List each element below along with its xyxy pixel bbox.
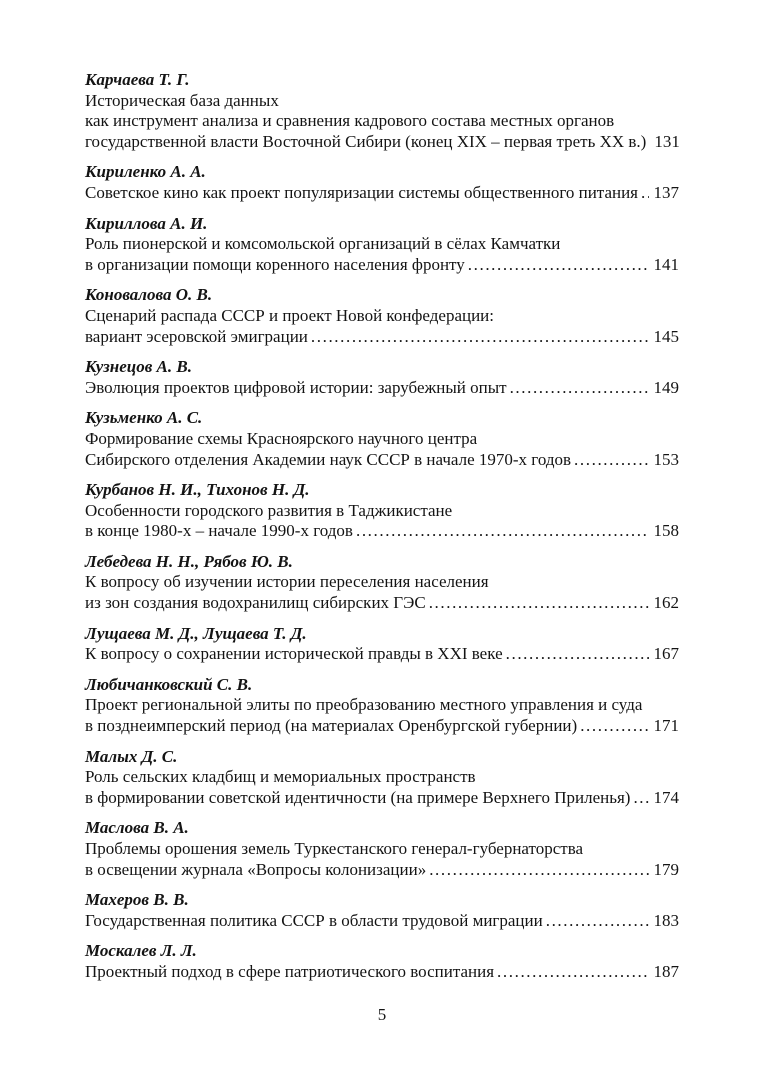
entry-title-line: Проблемы орошения земель Туркестанского генерал-губернаторства [85, 839, 584, 858]
footer-page-number: 5 [377, 1005, 387, 1024]
entry-title-lastline [85, 450, 679, 471]
entry-title-line: вариант эсеровской эмиграции [85, 326, 308, 346]
toc-list [85, 70, 679, 993]
entry-authors [85, 214, 679, 235]
entry-title-lastline [85, 593, 679, 614]
dot-leader [429, 860, 648, 881]
entry-authors [85, 285, 679, 306]
dot-leader [311, 327, 649, 348]
entry-title-line: Роль пионерской и комсомольской организаций в сёлах Камчатки [85, 234, 561, 254]
author-name: Лущаева Т. Д. [202, 623, 307, 643]
entry-authors: Курбанов Н. И., Тихонов Н. Д. [85, 480, 310, 500]
entry-authors [85, 941, 679, 962]
author-name: Лущаева М. Д. [85, 623, 195, 643]
entry-authors [85, 408, 679, 429]
dot-leader [580, 716, 648, 737]
author-name: Малых Д. С. [85, 746, 178, 766]
entry-authors [85, 357, 679, 378]
dot-leader [633, 788, 648, 809]
author-name: Кузнецов А. В. [85, 357, 192, 377]
toc-entry [85, 624, 679, 665]
entry-page-number: 174 [653, 787, 679, 807]
entry-page-number: 158 [653, 521, 679, 541]
author-name: Кириллова А. И. [85, 213, 208, 233]
entry-title-lastline [85, 716, 679, 737]
entry-authors [85, 818, 679, 839]
entry-page-number: 131 [654, 131, 680, 151]
entry-title-lastline [85, 644, 679, 665]
entry-title-line: в организации помощи коренного населения фронту [85, 254, 465, 274]
entry-title-lastline [85, 788, 679, 809]
entry-page-number: 183 [653, 910, 679, 930]
dot-leader [506, 644, 649, 665]
author-name: Карчаева Т. Г. [85, 70, 190, 89]
author-name: Маслова В. А. [85, 818, 189, 838]
entry-authors [85, 162, 679, 183]
entry-title-lastline [85, 860, 679, 881]
entry-title-lastline [85, 327, 679, 348]
entry-title-lastline [85, 521, 679, 542]
toc-entry [85, 552, 679, 614]
author-name: Махеров В. В. [85, 890, 189, 910]
author-name: Кириленко А. А. [85, 162, 206, 182]
entry-title-line: Советское кино как проект популяризации системы общественного питания [85, 182, 639, 202]
toc-entry [85, 941, 679, 982]
entry-title-line: Роль сельских кладбищ и мемориальных пространств [85, 767, 476, 787]
toc-entry [85, 285, 679, 347]
entry-authors [85, 675, 679, 696]
dot-leader [356, 521, 649, 542]
author-name: Тихонов Н. Д. [206, 480, 310, 500]
entry-authors [85, 890, 679, 911]
toc-entry [85, 818, 679, 880]
entry-title-line: Проект региональной элиты по преобразованию местного управления и суда [85, 695, 643, 715]
entry-title-line: из зон создания водохранилищ сибирских ГЭС [85, 593, 426, 613]
entry-page-number: 187 [653, 961, 679, 981]
entry-title-line: Историческая база данных [85, 90, 279, 110]
entry-page-number: 137 [653, 182, 679, 202]
author-name: Рябов Ю. В. [203, 551, 293, 571]
entry-page-number: 145 [653, 326, 679, 346]
entry-authors [85, 70, 679, 91]
author-name: Коновалова О. В. [85, 285, 213, 305]
toc-entry [85, 675, 679, 737]
entry-title-line: в формировании советской идентичности (на примере Верхнего Приленья) [85, 787, 631, 807]
entry-title-line: в позднеимперский период (на материалах Оренбургской губернии) [85, 716, 578, 736]
entry-title-line: Сценарий распада СССР и проект Новой конфедерации: [85, 305, 495, 325]
toc-entry [85, 357, 679, 398]
entry-title-lastline [85, 911, 679, 932]
toc-entry [85, 890, 679, 931]
entry-title-line: в освещении журнала «Вопросы колонизации» [85, 859, 427, 879]
dot-leader [429, 593, 649, 614]
dot-leader [468, 255, 649, 276]
author-name: Москалев Л. Л. [85, 941, 197, 961]
author-name: Лебедева Н. Н. [85, 551, 195, 571]
entry-title-lastline [85, 255, 679, 276]
toc-entry [85, 480, 679, 542]
entry-authors: Лебедева Н. Н., Рябов Ю. В. [85, 551, 293, 571]
dot-leader [497, 962, 648, 983]
toc-entry [85, 408, 679, 470]
entry-page-number: 167 [653, 644, 679, 664]
entry-page-number: 141 [653, 254, 679, 274]
entry-page-number: 179 [653, 859, 679, 879]
entry-authors [85, 747, 679, 768]
entry-authors: Лущаева М. Д., Лущаева Т. Д. [85, 623, 307, 643]
toc-entry [85, 214, 679, 276]
entry-page-number: 149 [653, 377, 679, 397]
entry-title-line: государственной власти Восточной Сибири (конец XIX – первая треть XX в.) [85, 131, 647, 151]
entry-title-line: К вопросу о сохранении исторической правды в XXI веке [85, 644, 503, 664]
entry-title-line: в конце 1980-х – начале 1990-х годов [85, 521, 353, 541]
entry-title-line: Проектный подход в сфере патриотического воспитания [85, 961, 495, 981]
entry-title-line: Формирование схемы Красноярского научного центра [85, 428, 478, 448]
author-name: Курбанов Н. И. [85, 480, 198, 500]
entry-page-number: 153 [653, 449, 679, 469]
entry-title-lastline [85, 962, 679, 983]
toc-entry [85, 70, 679, 152]
toc-entry [85, 747, 679, 809]
dot-leader [574, 450, 648, 471]
entry-page-number: 162 [653, 593, 679, 613]
entry-title-lastline [85, 378, 679, 399]
entry-title-lastline [85, 183, 679, 204]
toc-entry [85, 162, 679, 203]
dot-leader [510, 378, 649, 399]
dot-leader [546, 911, 649, 932]
dot-leader [641, 183, 648, 204]
entry-title-line: Эволюция проектов цифровой истории: зарубежный опыт [85, 377, 507, 397]
entry-title-lastline [85, 132, 679, 153]
author-name: Кузьменко А. С. [85, 408, 203, 428]
entry-page-number: 171 [653, 716, 679, 736]
entry-title-line: Сибирского отделения Академии наук СССР в начале 1970-х годов [85, 449, 572, 469]
entry-title-line: Государственная политика СССР в области трудовой миграции [85, 910, 543, 930]
entry-title-line: К вопросу об изучении истории переселения населения [85, 572, 489, 592]
entry-title-line: как инструмент анализа и сравнения кадрового состава местных органов [85, 111, 615, 131]
author-name: Любичанковский С. В. [85, 674, 253, 694]
entry-title-line: Особенности городского развития в Таджикистане [85, 500, 453, 520]
